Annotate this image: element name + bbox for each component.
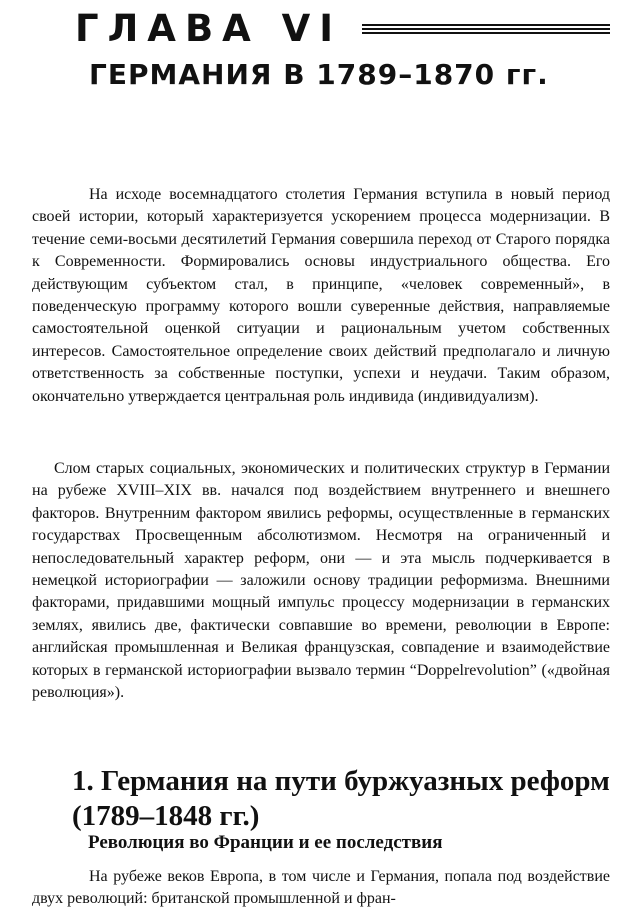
paragraph-1 bbox=[32, 184, 610, 408]
paragraph-text: Слом старых социальных, экономических и политических структур в Германии на рубеже XVIII–XIX вв. начался под воздействием внутреннего и внешнего факторов. Внутренним фактором явились реформы, осуществленные в германских государствах Просвещенным абсолютизмом. Несмотря на ограниченный и непоследовательный характер реформ, они — и эта мысль подчеркивается в немецкой историографии — заложили основу традиции реформизма. Внешними факторами, придавшими мощный импульс процессу модернизации в германских землях, явились две, фактически совпавшие во времени, революции в Европе: английская промышленная и Великая французская, совпадение и взаимодействие которых в германской историографии вызвало термин “Doppelrevolution” («двойная революция»). bbox=[32, 460, 610, 702]
decorative-rule bbox=[362, 24, 610, 36]
chapter-heading-row bbox=[75, 8, 610, 48]
paragraph-text: На исходе восемнадцатого столетия Германия вступила в новый период своей истории, который характеризуется ускорением процесса модернизации. В течение семи-восьми десятилетий Германия совершила переход от Старого порядка к Современности. Формировались основы индустриального общества. Его действующим субъектом стал, в принципе, «человек современный», в поведенческую программу которого вошли суверенные действия, направляемые самостоятельной оценкой ситуации и рациональным учетом собственных интересов. Самостоятельное определение своих действий предполагало и личную ответственность за собственные поступки, успехи и неудачи. Таким образом, окончательно утверждается центральная роль индивида (индивидуализм). bbox=[32, 186, 610, 405]
paragraph-2 bbox=[32, 458, 610, 704]
chapter-label: ГЛАВА VI bbox=[75, 6, 343, 50]
subsection-heading: Революция во Франции и ее последствия bbox=[88, 832, 443, 853]
section-title: 1. Германия на пути буржуазных реформ (1789–1848 гг.) bbox=[72, 765, 610, 832]
paragraph-text: На рубеже веков Европа, в том числе и Германия, попала под воздействие двух революций: британской промышленной и фран- bbox=[32, 868, 610, 908]
chapter-title: ГЕРМАНИЯ В 1789–1870 гг. bbox=[89, 58, 549, 91]
paragraph-3 bbox=[32, 866, 610, 911]
